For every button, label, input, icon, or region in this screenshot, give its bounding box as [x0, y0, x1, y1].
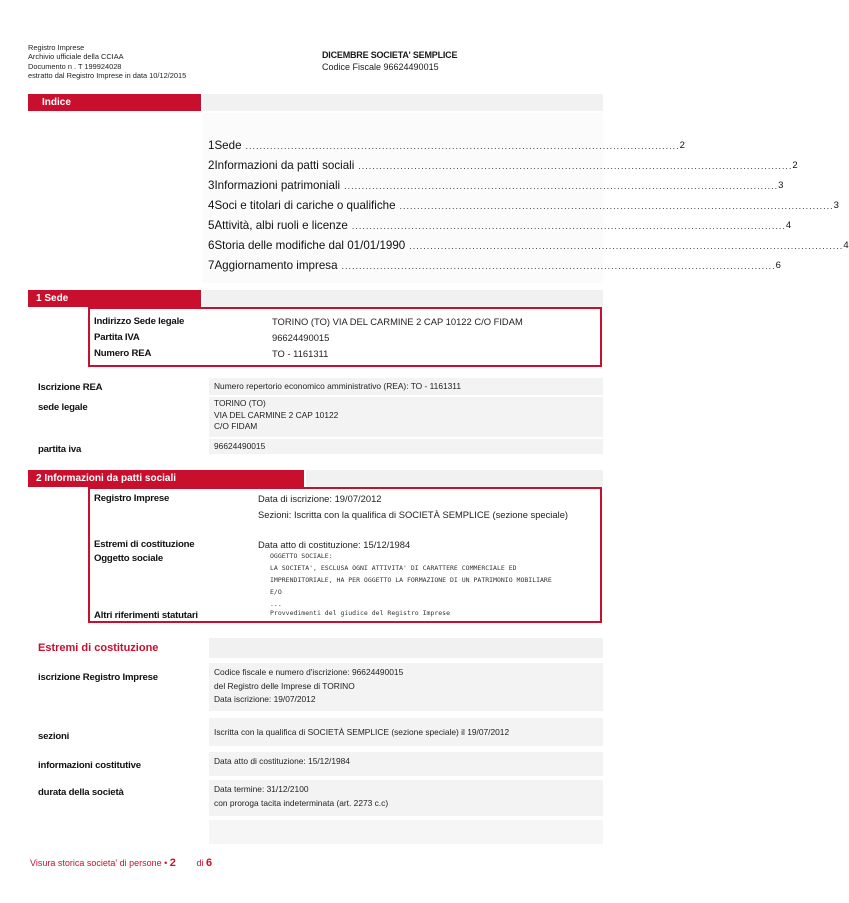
- durata-value: Data termine: 31/12/2100 con proroga tacita indeterminata (art. 2273 c.c): [214, 784, 389, 808]
- sede-legale-value: TORINO (TO) VIA DEL CARMINE 2 CAP 10122 C/O FIDAM: [214, 398, 339, 431]
- oggetto-value: OGGETTO SOCIALE: LA SOCIETA', ESCLUSA OGNI ATTIVITA' DI CARATTERE COMMERCIALE ED IMPRENDITORIALE, HA PER OGGETTO LA FORMAZIONE DI UN PATRIMONIO MOBILIARE E/O ...: [270, 552, 552, 608]
- document-header-right: [322, 49, 457, 73]
- registro-date: Data di iscrizione: 19/07/2012: [258, 493, 382, 504]
- header-line: Registro Imprese: [28, 43, 85, 52]
- registro-label: Registro Imprese: [94, 493, 170, 504]
- address-label: Indirizzo Sede legale: [94, 316, 185, 327]
- document-header-left: [28, 43, 186, 81]
- altri-value: Provvedimenti del giudice del Registro Imprese: [270, 609, 451, 617]
- company-name: DICEMBRE SOCIETA' SEMPLICE: [322, 50, 458, 60]
- partita-iva-label: partita iva: [38, 444, 82, 455]
- sezioni-label: sezioni: [38, 731, 70, 742]
- iscrizione-registro-label: iscrizione Registro Imprese: [38, 672, 158, 683]
- estremi-header-grey: [209, 638, 603, 658]
- header-line: Documento n . T 199924028: [28, 61, 122, 71]
- sede-section-bar: [28, 290, 201, 307]
- patti-title: 2 Informazioni da patti sociali: [36, 473, 177, 484]
- header-line: estratto dal Registro Imprese in data 10/12/2015: [28, 71, 187, 81]
- vat-value: 96624490015: [272, 332, 330, 343]
- estremi-value: Data atto di costituzione: 15/12/1984: [258, 539, 411, 550]
- index-item-sede[interactable]: 1 Sede ............................................................................................................................ 2: [208, 139, 685, 152]
- fiscal-code: Codice Fiscale 96624490015: [322, 62, 439, 72]
- partita-iva-value: 96624490015: [214, 441, 266, 451]
- index-section-bar: [28, 94, 201, 111]
- altri-label: Altri riferimenti statutari: [94, 610, 198, 621]
- rea-value: TO - 1161311: [272, 348, 329, 359]
- rea-label: Numero REA: [94, 348, 152, 359]
- footer-of: di: [196, 858, 204, 868]
- address-value: TORINO (TO) VIA DEL CARMINE 2 CAP 10122 C/O FIDAM: [272, 316, 523, 327]
- estremi-subheading: Estremi di costituzione: [38, 642, 159, 654]
- sede-legale-label: sede legale: [38, 402, 88, 413]
- sede-title: 1 Sede: [36, 293, 69, 304]
- index-title: Indice: [42, 97, 71, 108]
- iscrizione-registro-value: Codice fiscale e numero d'iscrizione: 96624490015 del Registro delle Imprese di TORINO Data iscrizione: 19/07/2012: [214, 667, 404, 704]
- estremi-trailing-cell: [209, 820, 603, 844]
- oggetto-label: Oggetto sociale: [94, 553, 163, 564]
- partita-iva-cell: [209, 439, 603, 454]
- header-line: Archivio ufficiale della CCIAA: [28, 52, 124, 62]
- vat-label: Partita IVA: [94, 332, 140, 343]
- footer-page-number: 2: [169, 857, 176, 869]
- patti-bar-grey: [306, 470, 603, 487]
- index-item-aggiornamento[interactable]: 7 Aggiornamento impresa ............................................................................................................................ 6: [208, 259, 781, 272]
- informazioni-costitutive-value: Data atto di costituzione: 15/12/1984: [214, 756, 350, 766]
- index-item-soci[interactable]: 4 Soci e titolari di cariche o qualifiche ............................................................................................................................ 3: [208, 199, 839, 212]
- patti-section-bar: [28, 470, 304, 487]
- index-bar-grey: [203, 94, 603, 111]
- index-item-patrimoniali[interactable]: 3 Informazioni patrimoniali ............................................................................................................................ 3: [208, 179, 784, 192]
- index-item-attivita[interactable]: 5 Attività, albi ruoli e licenze ............................................................................................................................ 4: [208, 219, 792, 232]
- durata-label: durata della società: [38, 787, 124, 798]
- sezioni-value: Iscritta con la qualifica di SOCIETÀ SEMPLICE (sezione speciale) il 19/07/2012: [214, 727, 510, 737]
- informazioni-costitutive-label: informazioni costitutive: [38, 760, 141, 771]
- footer-text: Visura storica societa' di persone •: [30, 858, 168, 868]
- index-item-storia[interactable]: 6 Storia delle modifiche dal 01/01/1990 ............................................................................................................................ 4: [208, 239, 849, 252]
- index-item-patti[interactable]: 2 Informazioni da patti sociali ............................................................................................................................ 2: [208, 159, 798, 172]
- footer-total-pages: 6: [205, 857, 213, 869]
- sede-bar-grey: [203, 290, 603, 307]
- estremi-label: Estremi di costituzione: [94, 539, 195, 550]
- page-footer: [30, 857, 212, 869]
- registro-sezioni: Sezioni: Iscritta con la qualifica di SOCIETÀ SEMPLICE (sezione speciale): [258, 509, 569, 520]
- iscrizione-rea-label: Iscrizione REA: [38, 382, 103, 393]
- iscrizione-rea-value: Numero repertorio economico amministrativo (REA): TO - 1161311: [214, 381, 462, 391]
